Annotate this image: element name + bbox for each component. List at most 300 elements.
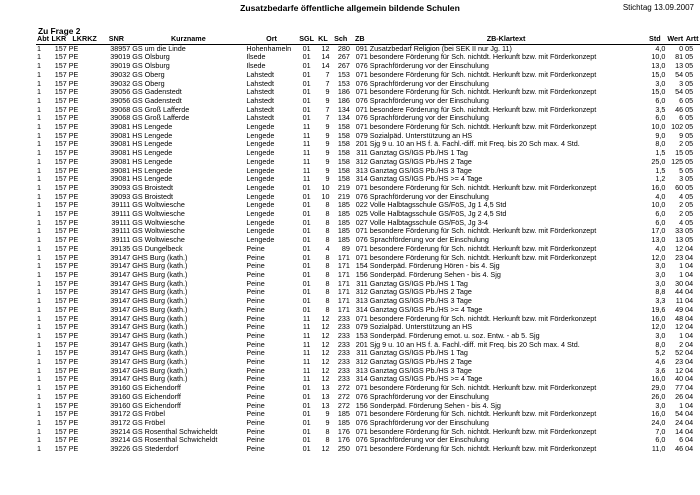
cell-wert: 12 xyxy=(675,366,684,375)
cell-ort: Peine xyxy=(246,418,265,427)
cell-zb-klartext: Ganztag GS/IGS Pb./HS 2 Tage xyxy=(369,157,472,166)
cell-zb-klartext: Zusatzbedarf Religion (bei SEK II nur Jg. 11) xyxy=(369,44,512,53)
table-row xyxy=(36,114,700,123)
cell-snr: 39214 xyxy=(110,427,131,436)
cell-artt: 04 xyxy=(685,349,694,358)
cell-lkrkz: PE xyxy=(68,166,79,175)
cell-artt: 04 xyxy=(685,384,694,393)
cell-sgl: 01 xyxy=(302,44,311,53)
cell-wert: 2 xyxy=(679,340,684,349)
cell-abt: 1 xyxy=(37,140,41,149)
column-header-sch: Sch xyxy=(330,35,350,44)
cell-kl: 8 xyxy=(325,270,330,279)
cell-kl: 8 xyxy=(325,436,330,445)
cell-lkrkz: PE xyxy=(68,270,79,279)
cell-lkr: 157 xyxy=(54,244,67,253)
cell-snr: 39081 xyxy=(110,157,131,166)
cell-sgl: 01 xyxy=(302,279,311,288)
cell-sch: 219 xyxy=(337,192,350,201)
cell-snr: 39147 xyxy=(110,366,131,375)
cell-artt: 04 xyxy=(685,366,694,375)
cell-zb: 071 xyxy=(355,70,368,79)
column-header-kurzname: Kurzname xyxy=(131,35,245,44)
table-row xyxy=(36,236,700,245)
cell-lkr: 157 xyxy=(54,218,67,227)
cell-abt: 1 xyxy=(37,236,41,245)
cell-abt: 1 xyxy=(37,270,41,279)
cell-zb-klartext: Sozialpäd. Unterstützung an HS xyxy=(369,323,473,332)
column-header-zb: ZB xyxy=(351,35,369,44)
cell-lkrkz: PE xyxy=(68,201,79,210)
cell-snr: 39214 xyxy=(110,436,131,445)
cell-lkr: 157 xyxy=(54,358,67,367)
cell-zb: 311 xyxy=(356,149,368,158)
cell-kl: 14 xyxy=(321,53,330,62)
table-row xyxy=(36,280,700,289)
cell-sch: 176 xyxy=(337,427,350,436)
cell-snr: 39226 xyxy=(110,445,131,454)
cell-ort: Peine xyxy=(246,297,265,306)
cell-artt: 04 xyxy=(685,436,694,445)
cell-lkrkz: PE xyxy=(68,175,79,184)
cell-sgl: 01 xyxy=(302,401,311,410)
cell-sgl: 01 xyxy=(302,192,311,201)
cell-wert: 60 xyxy=(675,183,684,192)
cell-artt: 05 xyxy=(685,166,694,175)
cell-sgl: 11 xyxy=(302,123,311,132)
cell-lkr: 157 xyxy=(54,166,67,175)
cell-zb-klartext: Sprachförderung vor der Einschulung xyxy=(369,79,489,88)
cell-kurzname: GS Woltwiesche xyxy=(132,227,185,236)
cell-zb-klartext: Sprachförderung vor der Einschulung xyxy=(369,392,489,401)
cell-sch: 171 xyxy=(337,262,350,271)
cell-lkrkz: PE xyxy=(68,305,79,314)
cell-sgl: 01 xyxy=(302,436,311,445)
cell-sgl: 01 xyxy=(302,210,311,219)
cell-wert: 6 xyxy=(679,436,684,445)
cell-sgl: 01 xyxy=(302,262,311,271)
cell-artt: 05 xyxy=(685,210,694,219)
table-row xyxy=(36,428,700,437)
cell-zb: 154 xyxy=(355,262,368,271)
cell-kurzname: GS Broistedt xyxy=(132,192,173,201)
cell-ort: Peine xyxy=(246,331,265,340)
cell-zb-klartext: Sprachförderung vor der Einschulung xyxy=(369,96,489,105)
cell-abt: 1 xyxy=(37,79,41,88)
cell-kurzname: GHS Burg (kath.) xyxy=(132,279,188,288)
report-title: Zusatzbedarfe öffentliche allgemein bildende Schulen xyxy=(240,3,460,13)
cell-lkr: 157 xyxy=(54,53,67,62)
cell-kurzname: GS Eichendorff xyxy=(132,401,181,410)
column-header-lkrkz: LKRKZ xyxy=(68,35,102,44)
cell-zb: 076 xyxy=(355,236,368,245)
cell-sch: 158 xyxy=(337,166,350,175)
cell-lkrkz: PE xyxy=(68,279,79,288)
cell-zb: 076 xyxy=(355,418,368,427)
cell-abt: 1 xyxy=(37,114,41,123)
cell-snr: 39147 xyxy=(110,375,131,384)
cell-lkr: 157 xyxy=(54,62,67,71)
cell-sch: 233 xyxy=(337,323,350,332)
cell-sch: 233 xyxy=(337,331,350,340)
cell-std: 8,8 xyxy=(655,288,666,297)
cell-abt: 1 xyxy=(37,157,41,166)
cell-lkr: 157 xyxy=(54,401,67,410)
cell-snr: 39135 xyxy=(110,244,131,253)
cell-lkrkz: PE xyxy=(68,253,79,262)
cell-artt: 05 xyxy=(685,53,694,62)
cell-zb-klartext: besondere Förderung für Sch. nichtdt. Herkunft bzw. mit Förderkonzept xyxy=(369,314,597,323)
cell-wert: 3 xyxy=(679,175,684,184)
cell-sch: 171 xyxy=(337,305,350,314)
cell-ort: Peine xyxy=(246,436,265,445)
cell-std: 5,2 xyxy=(655,349,666,358)
cell-artt: 05 xyxy=(685,123,694,132)
cell-snr: 39147 xyxy=(110,262,131,271)
cell-std: 13,0 xyxy=(651,62,666,71)
cell-zb-klartext: besondere Förderung für Sch. nichtdt. Herkunft bzw. mit Förderkonzept xyxy=(369,123,597,132)
table-row xyxy=(36,167,700,176)
cell-lkrkz: PE xyxy=(68,192,79,201)
cell-snr: 39081 xyxy=(110,123,131,132)
cell-wert: 46 xyxy=(675,445,684,454)
cell-sgl: 01 xyxy=(302,218,311,227)
cell-zb: 313 xyxy=(355,297,368,306)
cell-kurzname: GHS Burg (kath.) xyxy=(132,358,188,367)
cell-sch: 185 xyxy=(337,227,350,236)
cell-wert: 14 xyxy=(675,427,684,436)
cell-wert: 54 xyxy=(675,410,684,419)
cell-abt: 1 xyxy=(37,358,41,367)
cell-lkrkz: PE xyxy=(68,410,79,419)
cell-kl: 12 xyxy=(321,331,330,340)
cell-kurzname: GHS Burg (kath.) xyxy=(132,288,188,297)
cell-std: 10,0 xyxy=(651,123,666,132)
cell-zb: 079 xyxy=(355,131,368,140)
cell-snr: 39068 xyxy=(110,105,131,114)
cell-zb-klartext: Volle Halbtagsschule GS/FöS, Jg 1 4,5 Std xyxy=(369,201,507,210)
cell-sch: 171 xyxy=(337,279,350,288)
cell-lkr: 157 xyxy=(54,375,67,384)
cell-std: 4,0 xyxy=(655,44,666,53)
cell-snr: 39019 xyxy=(110,53,131,62)
cell-kl: 8 xyxy=(325,236,330,245)
cell-std: 8,0 xyxy=(655,340,666,349)
cell-std: 24,0 xyxy=(651,418,666,427)
cell-sch: 158 xyxy=(337,175,350,184)
table-row xyxy=(36,436,700,445)
cell-lkr: 157 xyxy=(54,297,67,306)
cell-wert: 13 xyxy=(675,62,684,71)
table-row xyxy=(36,410,700,419)
cell-std: 6,0 xyxy=(655,114,666,123)
table-row xyxy=(36,106,700,115)
cell-ort: Peine xyxy=(246,323,265,332)
cell-wert: 77 xyxy=(675,384,684,393)
cell-kl: 9 xyxy=(325,157,330,166)
cell-kl: 12 xyxy=(321,366,330,375)
table-row xyxy=(36,419,700,428)
cell-sch: 233 xyxy=(337,314,350,323)
cell-wert: 6 xyxy=(679,114,684,123)
cell-lkrkz: PE xyxy=(68,236,79,245)
cell-artt: 04 xyxy=(685,297,694,306)
cell-snr: 39093 xyxy=(110,192,131,201)
cell-snr: 39160 xyxy=(110,401,131,410)
cell-sch: 171 xyxy=(337,297,350,306)
cell-wert: 2 xyxy=(679,140,684,149)
table-row xyxy=(36,262,700,271)
cell-kl: 12 xyxy=(321,340,330,349)
cell-std: 7,0 xyxy=(655,427,666,436)
table-row xyxy=(36,288,700,297)
cell-sgl: 01 xyxy=(302,114,311,123)
cell-lkr: 157 xyxy=(54,436,67,445)
cell-sch: 158 xyxy=(337,140,350,149)
cell-zb-klartext: Volle Halbtagsschule GS/FöS, Jg 3-4 xyxy=(369,218,489,227)
cell-artt: 05 xyxy=(685,157,694,166)
cell-zb: 076 xyxy=(355,79,368,88)
cell-std: 25,0 xyxy=(651,157,666,166)
cell-lkrkz: PE xyxy=(68,70,79,79)
cell-wert: 4 xyxy=(679,218,684,227)
cell-sgl: 11 xyxy=(302,375,311,384)
cell-zb-klartext: Ganztag GS/IGS Pb./HS 3 Tage xyxy=(369,366,472,375)
cell-std: 3,5 xyxy=(655,105,666,114)
cell-sgl: 01 xyxy=(302,418,311,427)
cell-ort: Lengede xyxy=(246,218,275,227)
cell-lkr: 157 xyxy=(54,157,67,166)
cell-kurzname: GS Fröbel xyxy=(132,410,166,419)
cell-sgl: 11 xyxy=(302,157,311,166)
cell-sch: 176 xyxy=(337,436,350,445)
cell-zb: 071 xyxy=(355,445,368,454)
cell-abt: 1 xyxy=(37,53,41,62)
cell-wert: 1 xyxy=(679,401,684,410)
table-row xyxy=(36,44,700,53)
cell-artt: 04 xyxy=(685,410,694,419)
cell-std: 3,3 xyxy=(655,297,666,306)
cell-ort: Hohenhameln xyxy=(246,44,292,53)
cell-sch: 272 xyxy=(337,392,350,401)
cell-lkr: 157 xyxy=(54,384,67,393)
cell-lkr: 157 xyxy=(54,340,67,349)
cell-ort: Lengede xyxy=(246,192,275,201)
cell-abt: 1 xyxy=(37,166,41,175)
table-row xyxy=(36,445,700,454)
cell-ort: Peine xyxy=(246,445,265,454)
cell-zb: 313 xyxy=(355,366,368,375)
cell-lkr: 157 xyxy=(54,227,67,236)
cell-snr: 39147 xyxy=(110,253,131,262)
cell-ort: Peine xyxy=(246,270,265,279)
cell-kurzname: GHS Burg (kath.) xyxy=(132,314,188,323)
cell-std: 6,0 xyxy=(655,218,666,227)
cell-lkr: 157 xyxy=(54,123,67,132)
cell-snr: 39032 xyxy=(110,79,131,88)
cell-lkrkz: PE xyxy=(68,79,79,88)
cell-sgl: 01 xyxy=(302,96,311,105)
cell-wert: 12 xyxy=(675,323,684,332)
cell-zb-klartext: besondere Förderung für Sch. nichtdt. Herkunft bzw. mit Förderkonzept xyxy=(369,427,597,436)
cell-kl: 8 xyxy=(325,253,330,262)
cell-zb-klartext: Ganztag GS/IGS Pb./HS 2 Tage xyxy=(369,288,472,297)
cell-abt: 1 xyxy=(37,227,41,236)
cell-zb-klartext: Sjg 9 u. 10 an HS f. ä. Fachl.-diff. mit Freq. bis 20 Sch max. 4 Std. xyxy=(369,340,580,349)
cell-std: 17,0 xyxy=(651,227,666,236)
cell-kl: 10 xyxy=(321,183,330,192)
cell-kl: 13 xyxy=(321,384,330,393)
cell-sch: 186 xyxy=(337,96,350,105)
cell-sgl: 11 xyxy=(302,149,311,158)
cell-lkr: 157 xyxy=(54,105,67,114)
cell-kl: 9 xyxy=(325,96,330,105)
table-row xyxy=(36,140,700,149)
cell-wert: 33 xyxy=(675,227,684,236)
cell-zb: 313 xyxy=(355,166,368,175)
cell-zb-klartext: Sozialpäd. Unterstützung an HS xyxy=(369,131,473,140)
cell-zb: 071 xyxy=(355,123,368,132)
cell-lkrkz: PE xyxy=(68,114,79,123)
cell-lkrkz: PE xyxy=(68,53,79,62)
cell-artt: 05 xyxy=(685,192,694,201)
cell-artt: 05 xyxy=(685,218,694,227)
cell-sgl: 11 xyxy=(302,131,311,140)
cell-lkrkz: PE xyxy=(68,262,79,271)
cell-sgl: 01 xyxy=(302,297,311,306)
cell-wert: 15 xyxy=(675,149,684,158)
cell-lkr: 157 xyxy=(54,88,67,97)
cell-zb: 076 xyxy=(355,114,368,123)
cell-zb-klartext: Sprachförderung vor der Einschulung xyxy=(369,114,489,123)
cell-kurzname: GHS Burg (kath.) xyxy=(132,262,188,271)
cell-wert: 2 xyxy=(679,210,684,219)
cell-std: 13,0 xyxy=(651,236,666,245)
cell-sgl: 11 xyxy=(302,323,311,332)
cell-lkr: 157 xyxy=(54,323,67,332)
cell-kl: 7 xyxy=(325,105,330,114)
table-row xyxy=(36,384,700,393)
cell-sgl: 01 xyxy=(302,384,311,393)
cell-wert: 11 xyxy=(675,297,684,306)
cell-std: 1,5 xyxy=(655,166,666,175)
cell-sch: 185 xyxy=(337,418,350,427)
cell-kurzname: GHS Burg (kath.) xyxy=(132,305,188,314)
cell-kurzname: GS Stederdorf xyxy=(132,445,179,454)
cell-ort: Lengede xyxy=(246,149,275,158)
cell-lkrkz: PE xyxy=(68,297,79,306)
cell-kurzname: HS Lengede xyxy=(132,175,173,184)
cell-wert: 52 xyxy=(675,349,684,358)
table-row xyxy=(36,193,700,202)
table-row xyxy=(36,254,700,263)
table-row xyxy=(36,149,700,158)
cell-lkr: 157 xyxy=(54,175,67,184)
cell-std: 12,0 xyxy=(651,323,666,332)
cell-lkr: 157 xyxy=(54,366,67,375)
cell-artt: 05 xyxy=(685,114,694,123)
cell-std: 3,0 xyxy=(655,262,666,271)
cell-abt: 1 xyxy=(37,201,41,210)
cell-ort: Peine xyxy=(246,427,265,436)
cell-std: 19,6 xyxy=(651,305,666,314)
cell-kurzname: GHS Burg (kath.) xyxy=(132,366,188,375)
cell-kurzname: GS Rosenthal Schwicheldt xyxy=(132,427,218,436)
cell-sgl: 01 xyxy=(302,253,311,262)
table-row xyxy=(36,71,700,80)
cell-lkrkz: PE xyxy=(68,288,79,297)
cell-wert: 26 xyxy=(675,392,684,401)
cell-artt: 04 xyxy=(685,375,694,384)
table-row xyxy=(36,332,700,341)
cell-std: 6,0 xyxy=(655,210,666,219)
cell-abt: 1 xyxy=(37,323,41,332)
cell-lkr: 157 xyxy=(54,262,67,271)
table-row xyxy=(36,297,700,306)
cell-kurzname: GS Woltwiesche xyxy=(132,236,185,245)
cell-sch: 250 xyxy=(337,445,350,454)
cell-std: 16,0 xyxy=(651,314,666,323)
cell-snr: 39147 xyxy=(110,323,131,332)
cell-abt: 1 xyxy=(37,210,41,219)
cell-artt: 04 xyxy=(685,323,694,332)
cell-std: 3,0 xyxy=(655,331,666,340)
cell-zb: 025 xyxy=(355,210,368,219)
cell-zb: 071 xyxy=(355,183,368,192)
cell-lkr: 157 xyxy=(54,192,67,201)
cell-lkr: 157 xyxy=(54,331,67,340)
cell-kl: 7 xyxy=(325,70,330,79)
cell-abt: 1 xyxy=(37,149,41,158)
cell-kl: 9 xyxy=(325,131,330,140)
cell-kurzname: GS Fröbel xyxy=(132,418,166,427)
cell-snr: 39147 xyxy=(110,331,131,340)
cell-ort: Peine xyxy=(246,358,265,367)
cell-kurzname: GS um die Linde xyxy=(132,44,186,53)
column-header-std: Std xyxy=(643,35,666,44)
cell-zb-klartext: besondere Förderung für Sch. nichtdt. Herkunft bzw. mit Förderkonzept xyxy=(369,183,597,192)
cell-zb: 311 xyxy=(356,279,368,288)
cell-kl: 9 xyxy=(325,410,330,419)
cell-sch: 233 xyxy=(337,358,350,367)
cell-kurzname: GS Broistedt xyxy=(132,183,173,192)
cell-lkrkz: PE xyxy=(68,227,79,236)
cell-ort: Ilsede xyxy=(246,53,266,62)
cell-lkrkz: PE xyxy=(68,401,79,410)
cell-kurzname: GS Oberg xyxy=(132,79,165,88)
cell-wert: 54 xyxy=(675,70,684,79)
cell-artt: 05 xyxy=(685,183,694,192)
cell-lkr: 157 xyxy=(54,445,67,454)
cell-kurzname: GHS Burg (kath.) xyxy=(132,253,188,262)
cell-wert: 49 xyxy=(675,305,684,314)
cell-snr: 39147 xyxy=(110,288,131,297)
cell-snr: 39172 xyxy=(110,418,131,427)
cell-zb: 071 xyxy=(355,314,368,323)
table-row xyxy=(36,358,700,367)
cell-lkr: 157 xyxy=(54,236,67,245)
cell-artt: 04 xyxy=(685,445,694,454)
cell-ort: Lengede xyxy=(246,131,275,140)
cell-kl: 8 xyxy=(325,297,330,306)
cell-artt: 04 xyxy=(685,305,694,314)
cell-snr: 39032 xyxy=(110,70,131,79)
cell-snr: 39147 xyxy=(110,349,131,358)
cell-zb-klartext: besondere Förderung für Sch. nichtdt. Herkunft bzw. mit Förderkonzept xyxy=(369,445,597,454)
cell-std: 11,0 xyxy=(651,445,666,454)
cell-kurzname: GS Ölsburg xyxy=(132,62,170,71)
cell-kurzname: GHS Burg (kath.) xyxy=(132,349,188,358)
